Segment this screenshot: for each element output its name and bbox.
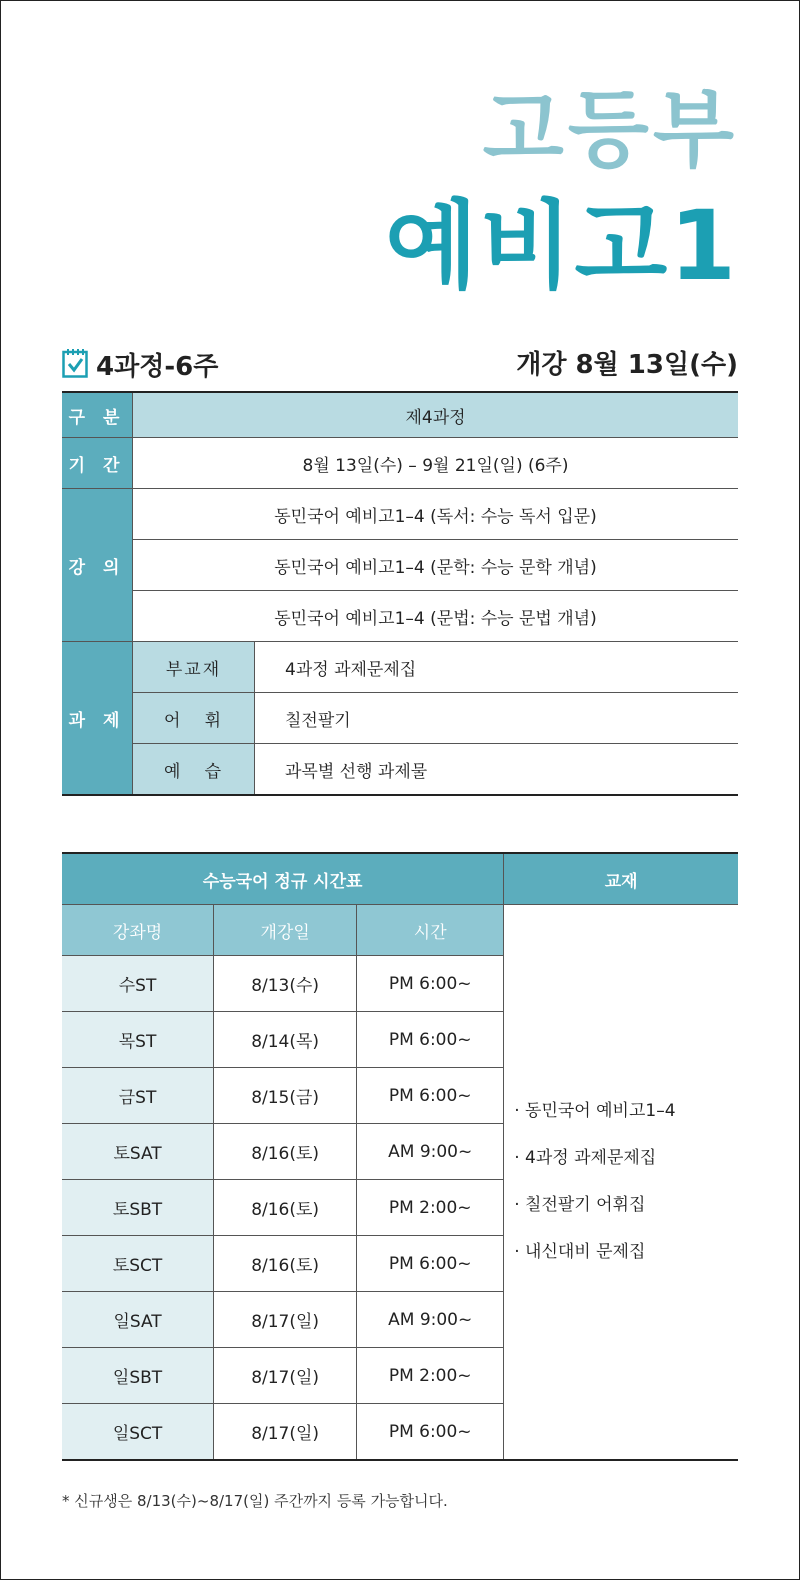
class-date: 8/17(일): [214, 1404, 357, 1461]
class-date: 8/13(수): [214, 956, 357, 1012]
class-time: AM 9:00~: [357, 1124, 504, 1180]
class-time: PM 6:00~: [357, 1404, 504, 1461]
books-cell: [504, 905, 738, 1461]
class-date: 8/16(토): [214, 1236, 357, 1292]
lecture-item: 동민국어 예비고1–4 (독서: 수능 독서 입문): [133, 489, 739, 540]
table-row: [62, 693, 738, 744]
lecture-item: 동민국어 예비고1–4 (문법: 수능 문법 개념): [133, 591, 739, 642]
class-name: 토SCT: [62, 1236, 214, 1292]
footnote: * 신규생은 8/13(수)~8/17(일) 주간까지 등록 가능합니다.: [62, 1492, 448, 1510]
class-date: 8/16(토): [214, 1180, 357, 1236]
homework-content: 과목별 선행 과제물: [255, 744, 739, 796]
book-item: · 동민국어 예비고1–4: [514, 1101, 676, 1121]
class-name: 목ST: [62, 1012, 214, 1068]
table-row: [62, 438, 738, 489]
class-name: 일SAT: [62, 1292, 214, 1348]
class-date: 8/17(일): [214, 1348, 357, 1404]
homework-content: 4과정 과제문제집: [255, 642, 739, 693]
class-date: 8/17(일): [214, 1292, 357, 1348]
column-time: 시간: [357, 905, 504, 956]
homework-content: 칠전팔기: [255, 693, 739, 744]
class-date: 8/15(금): [214, 1068, 357, 1124]
class-name: 일SBT: [62, 1348, 214, 1404]
class-name: 수ST: [62, 956, 214, 1012]
schedule-title: 수능국어 정규 시간표: [62, 853, 504, 905]
column-date: 개강일: [214, 905, 357, 956]
class-time: PM 6:00~: [357, 956, 504, 1012]
class-name: 일SCT: [62, 1404, 214, 1461]
book-item: · 4과정 과제문제집: [514, 1148, 657, 1168]
title-high-school: 고등부: [482, 81, 738, 179]
title-pre-grade1: 예비고1: [384, 190, 738, 302]
table-row: [62, 591, 738, 642]
division-value: 제4과정: [133, 392, 739, 438]
books-head: 교재: [504, 853, 738, 905]
class-time: PM 2:00~: [357, 1348, 504, 1404]
class-time: AM 9:00~: [357, 1292, 504, 1348]
book-item: · 칠전팔기 어휘집: [514, 1195, 646, 1215]
class-date: 8/14(목): [214, 1012, 357, 1068]
class-time: PM 6:00~: [357, 1236, 504, 1292]
homework-type: 부교재: [133, 642, 255, 693]
homework-type: 예 습: [133, 744, 255, 796]
lecture-head: 강 의: [62, 489, 133, 642]
class-name: 금ST: [62, 1068, 214, 1124]
homework-type: 어 휘: [133, 693, 255, 744]
table-row: [62, 744, 738, 796]
homework-head: 과 제: [62, 642, 133, 796]
book-item: · 내신대비 문제집: [514, 1242, 646, 1262]
division-head: 구 분: [62, 392, 133, 438]
class-time: PM 6:00~: [357, 1012, 504, 1068]
course-info-table: [62, 391, 738, 796]
class-name: 토SBT: [62, 1180, 214, 1236]
period-head: 기 간: [62, 438, 133, 489]
table-row: [62, 540, 738, 591]
table-header-row: [62, 853, 738, 905]
class-date: 8/16(토): [214, 1124, 357, 1180]
table-row: [62, 489, 738, 540]
class-time: PM 2:00~: [357, 1180, 504, 1236]
column-name: 강좌명: [62, 905, 214, 956]
class-name: 토SAT: [62, 1124, 214, 1180]
checklist-icon: [62, 348, 88, 378]
class-time: PM 6:00~: [357, 1068, 504, 1124]
period-value: 8월 13일(수) – 9월 21일(일) (6주): [133, 438, 739, 489]
table-column-row: [62, 905, 738, 956]
table-row: [62, 642, 738, 693]
course-header: [62, 344, 738, 384]
course-label: 4과정-6주: [96, 352, 219, 382]
lecture-item: 동민국어 예비고1–4 (문학: 수능 문학 개념): [133, 540, 739, 591]
table-row: [62, 392, 738, 438]
start-date-label: 개강 8월 13일(수): [516, 350, 738, 380]
schedule-table: [62, 852, 738, 1461]
